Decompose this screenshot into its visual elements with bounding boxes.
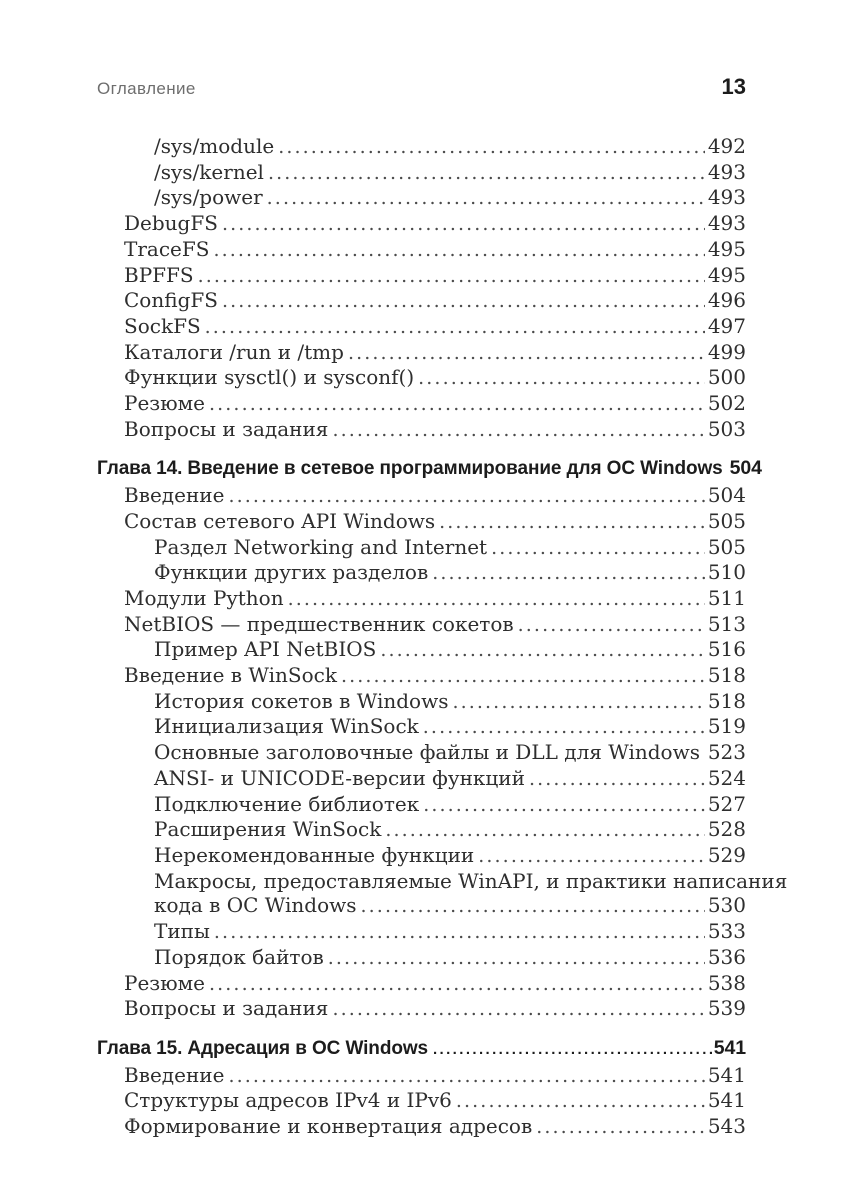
toc-entry	[97, 134, 746, 160]
dot-leader	[456, 1088, 705, 1114]
toc-chapter-heading-page: 541	[713, 1036, 746, 1059]
toc-entry-title: Расширения WinSock	[154, 817, 382, 842]
dot-leader	[278, 134, 705, 160]
dot-leader	[361, 893, 705, 919]
dot-leader	[432, 560, 705, 586]
dot-leader	[704, 740, 705, 766]
toc-entry-wrapped-first-line: Макросы, предоставляемые WinAPI, и практики написания	[154, 868, 788, 893]
dot-leader	[268, 160, 705, 186]
dot-leader	[288, 586, 705, 612]
toc-entry-title: Формирование и конвертация адресов	[124, 1114, 533, 1139]
toc-entry-title: TraceFS	[124, 236, 210, 261]
toc-entry-title: ANSI- и UNICODE-версии функций	[154, 765, 525, 790]
toc-entry-title: Вопросы и задания	[124, 416, 329, 441]
header-section-label: Оглавление	[97, 79, 196, 98]
toc-entry	[97, 237, 746, 263]
toc-entry-title: /sys/module	[154, 134, 275, 158]
page-header	[97, 74, 746, 100]
toc-entry	[97, 340, 746, 366]
toc-entry-title: Введение в WinSock	[124, 663, 337, 688]
dot-leader	[198, 263, 705, 289]
toc-entry-title: Резюме	[124, 391, 206, 416]
toc-entry	[97, 560, 746, 586]
toc-chapter-heading-title: Глава 15. Адресация в ОС Windows	[97, 1037, 428, 1059]
toc-entry-page: 502	[707, 391, 746, 416]
toc-entry	[97, 817, 746, 843]
toc-entry-page: 493	[707, 159, 746, 184]
toc-entry	[97, 689, 746, 715]
toc-entry	[97, 945, 746, 971]
toc-entry-page: 541	[707, 1062, 746, 1087]
dot-leader	[433, 1037, 712, 1063]
toc-entry-page: 527	[707, 791, 746, 816]
toc-chapter-heading	[97, 456, 762, 483]
toc-entry-title: NetBIOS — предшественник сокетов	[124, 611, 514, 636]
toc-entry-page: 539	[707, 996, 746, 1021]
toc-entry-page: 511	[707, 585, 746, 610]
toc-entry-title: кода в ОС Windows	[154, 893, 357, 918]
toc-entry-title: /sys/power	[154, 185, 263, 210]
toc-entry-page: 529	[707, 842, 746, 867]
toc-entry-title: Типы	[154, 919, 210, 944]
toc-entry-page: 538	[707, 970, 746, 995]
dot-leader	[209, 971, 705, 997]
toc-entry-title: Вопросы и задания	[124, 996, 329, 1021]
toc-entry-page: 528	[707, 817, 746, 842]
toc-entry	[97, 509, 746, 535]
toc-entry-page: 541	[707, 1088, 746, 1113]
toc-entry-page: 530	[707, 893, 746, 918]
toc-entry-title: Порядок байтов	[154, 944, 324, 969]
dot-leader	[385, 817, 704, 843]
toc-chapter-heading	[97, 1036, 746, 1063]
toc-entry	[97, 919, 746, 945]
toc-entry-title: SockFS	[124, 313, 201, 338]
toc-entry-page: 536	[707, 944, 746, 969]
toc-entry-page: 495	[707, 262, 746, 287]
toc-entry	[97, 843, 746, 869]
toc-entry-page: 500	[707, 365, 746, 390]
toc-chapter-heading-title: Глава 14. Введение в сетевое программирование для ОС Windows	[97, 458, 723, 480]
toc-entry	[97, 263, 746, 289]
toc-entry-page: 496	[707, 288, 746, 313]
toc-entry-page: 516	[707, 637, 746, 662]
toc-entry	[97, 288, 746, 314]
dot-leader	[213, 237, 704, 263]
toc-entry	[97, 637, 746, 663]
toc-entry-page: 499	[707, 339, 746, 364]
dot-leader	[518, 612, 705, 638]
dot-leader	[209, 391, 705, 417]
toc-entry	[97, 1114, 746, 1140]
toc-entry	[97, 391, 746, 417]
toc-entry-title: Каталоги /run и /tmp	[124, 339, 344, 364]
dot-leader	[348, 340, 705, 366]
dot-leader	[228, 483, 704, 509]
dot-leader	[228, 1063, 704, 1089]
toc-entry-page: 519	[707, 714, 746, 739]
toc-entry-title: Функции sysctl() и sysconf()	[124, 365, 415, 390]
toc-entry-page: 492	[707, 134, 746, 158]
toc-entry-title: Состав сетевого API Windows	[124, 508, 436, 533]
toc-entry-page: 503	[707, 416, 746, 441]
dot-leader	[380, 637, 704, 663]
toc-entry-page: 543	[707, 1114, 746, 1139]
toc-entry-page: 505	[707, 508, 746, 533]
toc-entry-page: 533	[707, 919, 746, 944]
toc-entry-page: 504	[707, 483, 746, 508]
toc-entry-title: DebugFS	[124, 211, 218, 236]
dot-leader	[214, 919, 705, 945]
dot-leader	[222, 288, 705, 314]
toc-entry	[97, 792, 746, 818]
toc-entry-title: Введение	[124, 483, 225, 508]
toc-entry	[97, 893, 746, 919]
toc-chapter-heading-page: 504	[729, 457, 762, 480]
toc-entry-title: Функции других разделов	[154, 560, 429, 585]
toc-entry-title: /sys/kernel	[154, 159, 264, 184]
toc-entry-title: Пример API NetBIOS	[154, 637, 377, 662]
toc-entry-title: Нерекомендованные функции	[154, 842, 475, 867]
dot-leader	[332, 996, 704, 1022]
dot-leader	[205, 314, 705, 340]
toc-entry	[97, 714, 746, 740]
toc-entry	[97, 535, 746, 561]
dot-leader	[341, 663, 705, 689]
toc-entry	[97, 612, 746, 638]
toc-entry-title: История сокетов в Windows	[154, 688, 449, 713]
toc-entry	[97, 483, 746, 509]
toc-entry-title: Введение	[124, 1062, 225, 1087]
toc-entry	[97, 740, 746, 766]
dot-leader	[478, 843, 705, 869]
toc-entry-page: 518	[707, 688, 746, 713]
toc-entry-page: 513	[707, 611, 746, 636]
dot-leader	[536, 1114, 705, 1140]
toc-entry-title: BPFFS	[124, 262, 194, 287]
dot-leader	[418, 365, 705, 391]
toc-entry-page: 495	[707, 236, 746, 261]
toc-entry	[97, 663, 746, 689]
table-of-contents	[97, 134, 788, 1140]
toc-entry-title: Раздел Networking and Internet	[154, 534, 488, 559]
dot-leader	[328, 945, 705, 971]
toc-entry-title: Структуры адресов IPv4 и IPv6	[124, 1088, 452, 1113]
dot-leader	[423, 792, 705, 818]
toc-entry-title: Резюме	[124, 970, 206, 995]
toc-entry	[97, 417, 746, 443]
toc-entry-page: 518	[707, 663, 746, 688]
header-page-number: 13	[721, 74, 746, 99]
toc-entry	[97, 1063, 746, 1089]
dot-leader	[332, 417, 704, 443]
toc-entry	[97, 1088, 746, 1114]
toc-entry-page: 493	[707, 185, 746, 210]
toc-entry-title: ConfigFS	[124, 288, 218, 313]
toc-entry	[97, 185, 746, 211]
toc-entry-page: 524	[707, 765, 746, 790]
toc-entry	[97, 971, 746, 997]
toc-entry-page: 493	[707, 211, 746, 236]
toc-entry-page: 523	[707, 740, 746, 765]
toc-entry-page: 505	[707, 534, 746, 559]
toc-entry-title: Подключение библиотек	[154, 791, 420, 816]
dot-leader	[452, 689, 704, 715]
dot-leader	[222, 211, 705, 237]
dot-leader	[423, 714, 705, 740]
toc-entry	[97, 996, 746, 1022]
dot-leader	[529, 766, 705, 792]
dot-leader	[439, 509, 705, 535]
toc-entry-title: Инициализация WinSock	[154, 714, 419, 739]
toc-entry	[97, 365, 746, 391]
toc-entry	[97, 586, 746, 612]
toc-entry	[97, 160, 746, 186]
toc-entry	[97, 766, 746, 792]
toc-entry	[97, 211, 746, 237]
toc-entry-title: Модули Python	[124, 585, 284, 610]
toc-entry-page: 510	[707, 560, 746, 585]
dot-leader	[491, 535, 705, 561]
toc-entry	[97, 314, 746, 340]
dot-leader	[267, 185, 705, 211]
toc-entry-page: 497	[707, 313, 746, 338]
toc-entry-title: Основные заголовочные файлы и DLL для Windows	[154, 740, 700, 765]
